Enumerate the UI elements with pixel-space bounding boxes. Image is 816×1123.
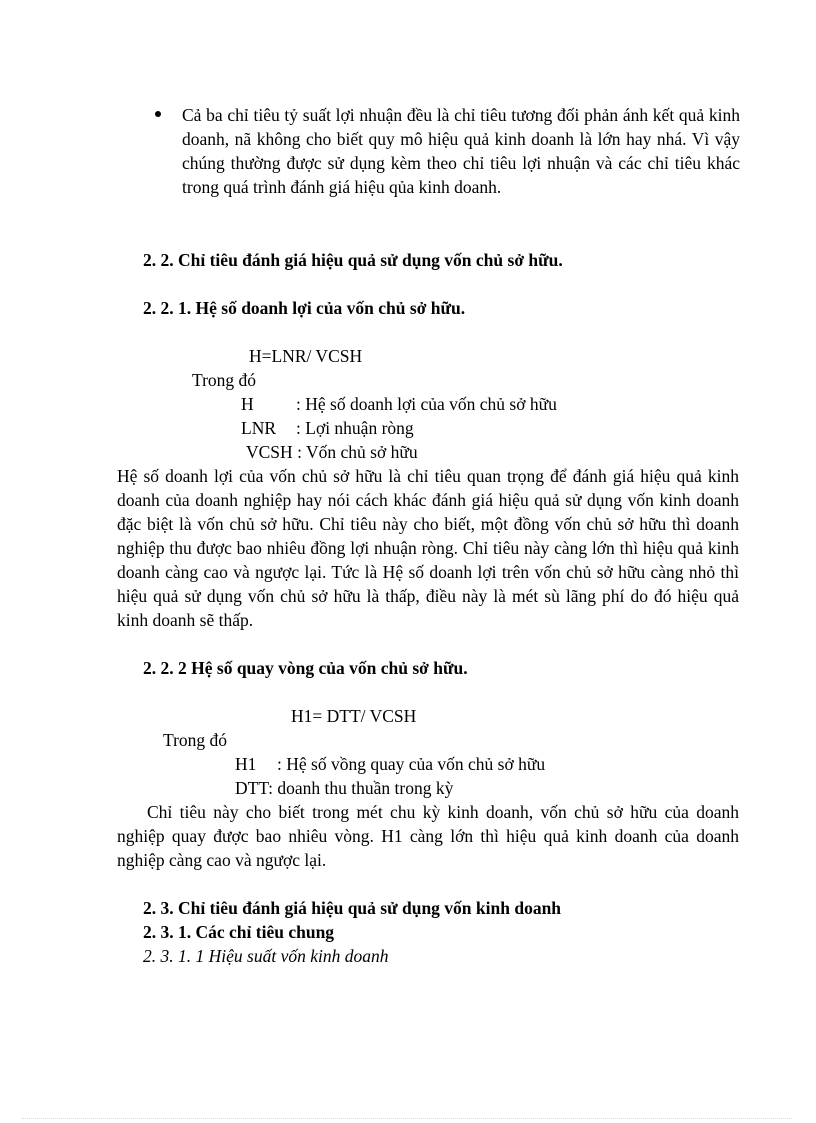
definition-term: VCSH — [246, 442, 293, 462]
definition-separator: : — [268, 778, 274, 798]
section-2-3-heading: 2. 3. Chỉ tiêu đánh giá hiệu quả sử dụng vốn kinh doanh — [143, 898, 562, 918]
definition-term: DTT — [235, 778, 269, 798]
section-2-3-1-heading: 2. 3. 1. Các chỉ tiêu chung — [143, 922, 335, 942]
where-label: Trong đó — [163, 730, 228, 750]
definition-separator: : — [296, 418, 301, 438]
definition-desc: doanh thu thuần trong kỳ — [277, 778, 454, 798]
definition-term: LNR — [241, 418, 276, 438]
formula-h: H=LNR/ VCSH — [249, 346, 363, 366]
definition-row — [235, 752, 545, 776]
bullet-dot-icon — [155, 111, 161, 117]
section-2-2-2-heading: 2. 2. 2 Hệ số quay vòng của vốn chủ sở hữu. — [143, 658, 468, 678]
definition-desc: Hệ số doanh lợi của vốn chủ sở hữu — [305, 394, 557, 414]
section-2-2-1-paragraph: Hệ số doanh lợi của vốn chủ sở hữu là chỉ tiêu quan trọng để đánh giá hiệu quả kinh doanh của doanh nghiệp hay nói cách khác đánh giá hiệu quả sử dụng vốn kinh doanh đặc biệt là vốn chủ sở hữu. Chỉ tiêu này cho biết, một đồng vốn chủ sở hữu thì doanh nghiệp thu được bao nhiêu đồng lợi nhuận ròng. Chỉ tiêu này càng lớn thì hiệu quả kinh doanh càng cao và ngược lại. Tức là Hệ số doanh lợi trên vốn chủ sở hữu càng nhỏ thì hiệu quả sử dụng vốn chủ sở hữu là thấp, điều này là mét sù lãng phí do đó hiệu quả kinh doanh sẽ thấp. — [117, 466, 739, 630]
definition-desc: Vốn chủ sở hữu — [306, 442, 418, 462]
definition-separator: : — [296, 394, 301, 414]
page-bottom-divider — [22, 1118, 792, 1119]
definition-row — [241, 416, 414, 440]
definition-desc: Lợi nhuận ròng — [305, 418, 414, 438]
definition-separator: : — [297, 442, 302, 462]
definition-term: H1 — [235, 754, 257, 774]
definition-term: H — [241, 394, 254, 414]
definition-separator: : — [277, 754, 282, 774]
formula-h1: H1= DTT/ VCSH — [291, 706, 417, 726]
definition-row — [235, 776, 453, 800]
where-label: Trong đó — [192, 370, 257, 390]
section-2-2-heading: 2. 2. Chỉ tiêu đánh giá hiệu quả sử dụng vốn chủ sở hữu. — [143, 250, 563, 270]
section-2-2-1-heading: 2. 2. 1. Hệ số doanh lợi của vốn chủ sở hữu. — [143, 298, 466, 318]
definition-desc: Hệ số vồng quay của vốn chủ sở hữu — [286, 754, 546, 774]
section-2-2-2-paragraph: Chỉ tiêu này cho biết trong mét chu kỳ kinh doanh, vốn chủ sở hữu của doanh nghiệp quay được bao nhiêu vòng. H1 càng lớn thì hiệu quả kinh doanh của doanh nghiệp càng cao và ngược lại. — [117, 802, 739, 870]
bullet-text: Cả ba chỉ tiêu tỷ suất lợi nhuận đều là chỉ tiêu tương đối phản ánh kết quả kinh doanh, nã không cho biết quy mô hiệu quả kinh doanh là lớn hay nhá. Vì vậy chúng thường được sử dụng kèm theo chỉ tiêu lợi nhuận và các chỉ tiêu khác trong quá trình đánh giá hiệu qủa kinh doanh. — [182, 105, 740, 197]
definition-row — [246, 440, 418, 464]
definition-row — [241, 392, 557, 416]
bullet-item — [155, 103, 740, 199]
section-2-3-1-1-heading: 2. 3. 1. 1 Hiệu suất vốn kinh doanh — [143, 946, 389, 966]
